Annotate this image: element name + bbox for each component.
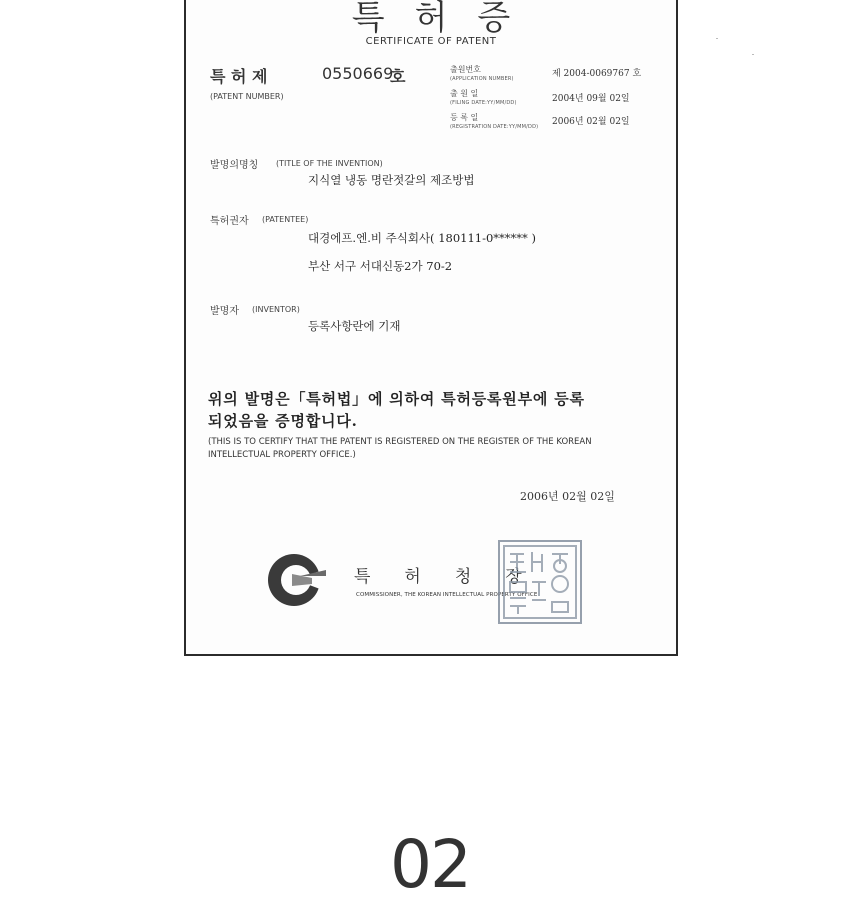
certification-statement-line1: 위의 발명은「특허법」에 의하여 특허등록원부에 등록 <box>208 390 585 408</box>
certificate-title-en: CERTIFICATE OF PATENT <box>365 36 497 47</box>
office-title-ko: 특허청장 <box>354 567 556 587</box>
patentee-label-en: (PATENTEE) <box>262 215 309 224</box>
scan-speck <box>752 54 754 55</box>
patent-number: 0550669 <box>322 64 394 83</box>
certification-statement-line2: 되었음을 증명합니다. <box>208 412 358 430</box>
filing-label-ko: 출 원 일 <box>450 89 479 98</box>
application-label-en: (APPLICATION NUMBER) <box>450 76 514 82</box>
inventor-value: 등록사항란에 기재 <box>308 319 401 333</box>
patent-number-label-en: (PATENT NUMBER) <box>210 92 284 101</box>
patent-number-suffix: 호 <box>390 67 406 86</box>
registration-date: 2006년 02월 02일 <box>552 117 630 127</box>
application-label-ko: 출원번호 <box>450 65 481 74</box>
invention-title: 지식열 냉동 명란젓갈의 제조방법 <box>308 173 475 187</box>
certification-statement-en: (THIS IS TO CERTIFY THAT THE PATENT IS REGISTERED ON THE REGISTER OF THE KOREAN INTELLECTUAL PROPERTY OFFICE.) <box>208 437 592 460</box>
filing-label-en: (FILING DATE:YY/MM/DD) <box>450 100 517 106</box>
patentee-name: 대경에프.엔.비 주식회사( 180111-0****** ) <box>308 231 536 245</box>
invention-label-en: (TITLE OF THE INVENTION) <box>276 159 383 168</box>
scan-speck <box>716 38 718 39</box>
filing-date: 2004년 09월 02일 <box>552 94 630 104</box>
patent-number-prefix: 특 허 제 <box>210 67 268 86</box>
inventor-label-ko: 발명자 <box>210 306 239 317</box>
registration-label-en: (REGISTRATION DATE:YY/MM/DD) <box>450 124 539 130</box>
invention-label-ko: 발명의명칭 <box>210 160 259 171</box>
official-seal-icon <box>498 540 582 624</box>
office-title-en: COMMISSIONER, THE KOREAN INTELLECTUAL PROPERTY OFFICE <box>356 592 538 598</box>
kipo-emblem-icon <box>266 552 330 608</box>
issue-date: 2006년 02월 02일 <box>520 490 615 503</box>
patent-certificate <box>184 0 678 656</box>
application-number: 제 2004-0069767 호 <box>552 69 642 79</box>
inventor-label-en: (INVENTOR) <box>252 305 300 314</box>
registration-label-ko: 등 록 일 <box>450 113 479 122</box>
section-number: 02 <box>390 826 470 903</box>
patentee-label-ko: 특허권자 <box>210 216 249 227</box>
patentee-address: 부산 서구 서대신동2가 70-2 <box>308 259 453 273</box>
certificate-title-ko: 특허증 <box>351 0 541 38</box>
